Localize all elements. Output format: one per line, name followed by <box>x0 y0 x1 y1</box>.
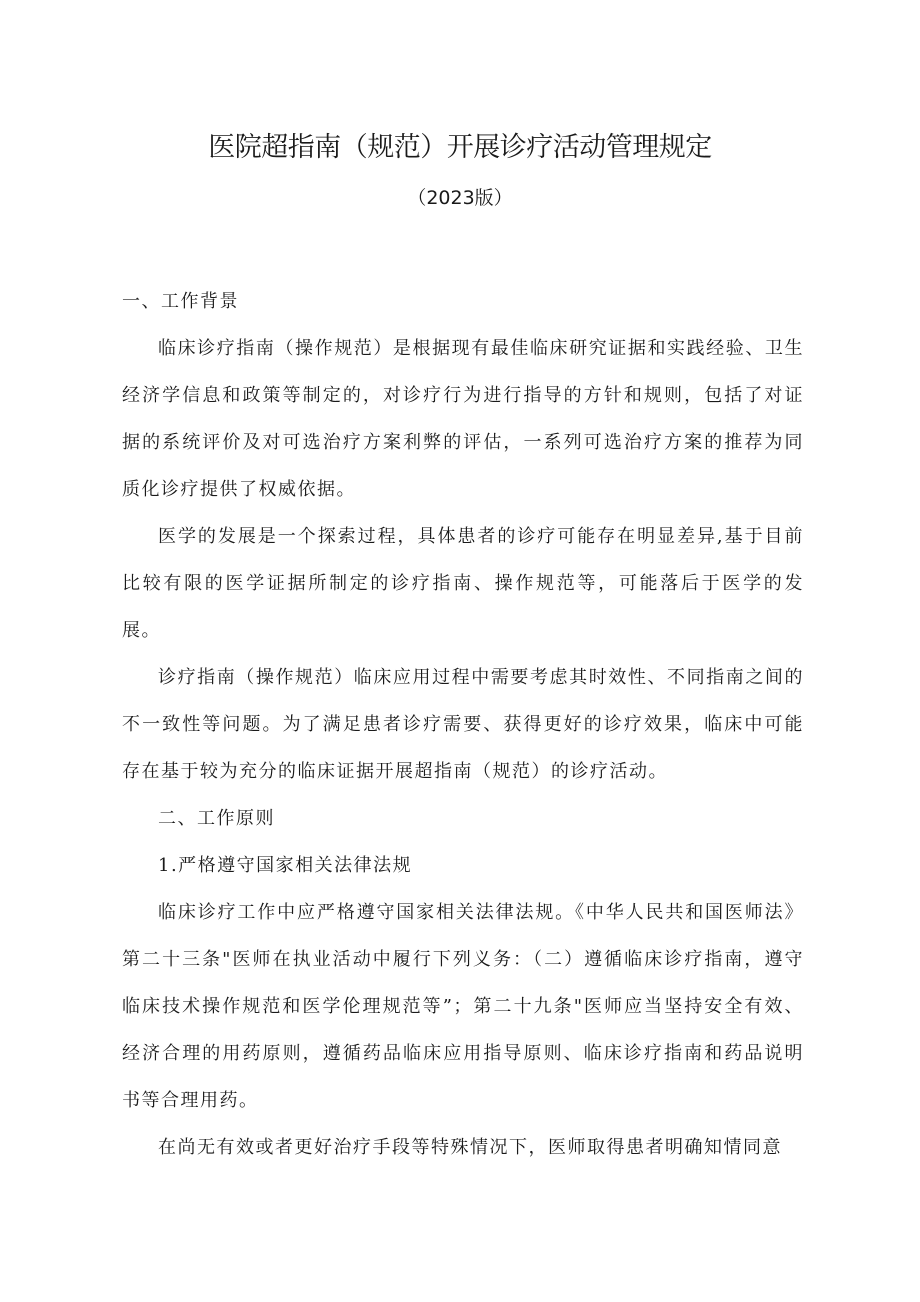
subsection-heading: 1.严格遵守国家相关法律法规 <box>158 855 413 876</box>
section-heading: 一、工作背景 <box>122 291 239 312</box>
document-title: 医院超指南（规范）开展诊疗活动管理规定 <box>208 132 712 163</box>
document-edition: （2023版） <box>407 187 513 209</box>
section-heading: 二、工作原则 <box>158 808 275 829</box>
paragraph: 医学的发展是一个探索过程，具体患者的诊疗可能存在明显差异,基于目前比较有限的医学证据所制定的诊疗指南、操作规范等，可能落后于医学的发展。 <box>122 526 804 641</box>
paragraph: 临床诊疗工作中应严格遵守国家相关法律法规。《中华人民共和国医师法》第二十三条"医师在执业活动中履行下列义务：（二）遵循临床诊疗指南，遵守临床技术操作规范和医学伦理规范等”；第二十九条"医师应当坚持安全有效、经济合理的用药原则，遵循药品临床应用指导原则、临床诊疗指南和药品说明书等合理用药。 <box>122 902 804 1111</box>
paragraph: 在尚无有效或者更好治疗手段等特殊情况下，医师取得患者明确知情同意 <box>158 1137 782 1158</box>
paragraph: 临床诊疗指南（操作规范）是根据现有最佳临床研究证据和实践经验、卫生经济学信息和政策等制定的，对诊疗行为进行指导的方针和规则，包括了对证据的系统评价及对可选治疗方案利弊的评估，一系列可选治疗方案的推荐为同质化诊疗提供了权威依据。 <box>122 338 804 500</box>
document-body <box>122 278 804 1171</box>
paragraph: 诊疗指南（操作规范）临床应用过程中需要考虑其时效性、不同指南之间的不一致性等问题。为了满足患者诊疗需要、获得更好的诊疗效果，临床中可能存在基于较为充分的临床证据开展超指南（规范）的诊疗活动。 <box>122 667 804 782</box>
